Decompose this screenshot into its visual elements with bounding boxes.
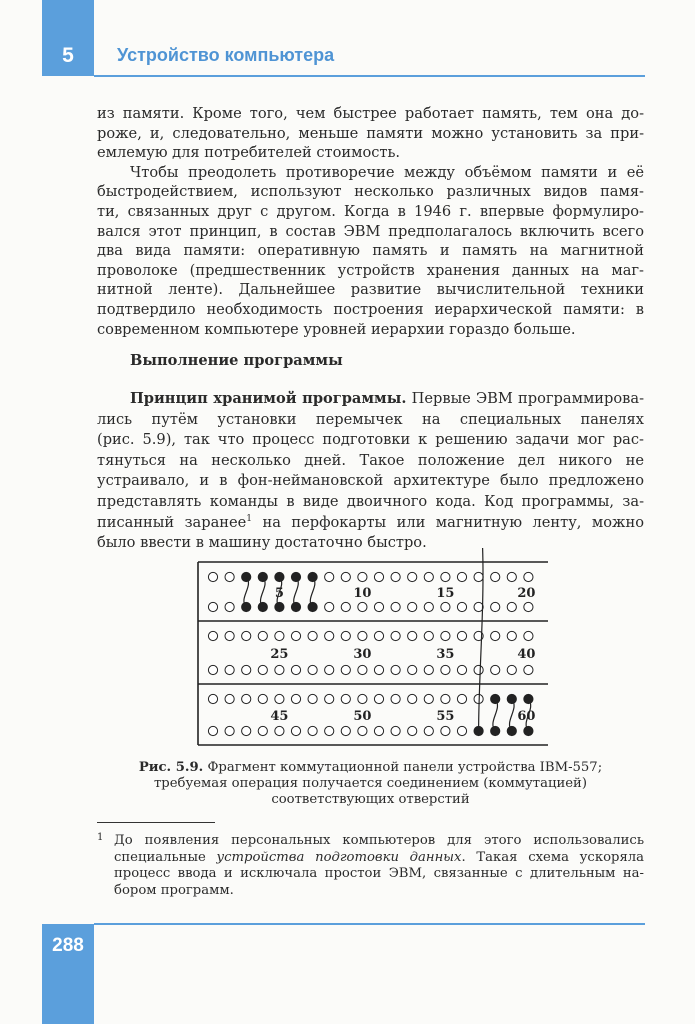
footnote-rule xyxy=(97,822,215,823)
column-label: 50 xyxy=(353,709,372,724)
hole xyxy=(208,631,217,640)
hole xyxy=(341,602,350,611)
hole xyxy=(391,694,400,703)
hole xyxy=(524,665,533,674)
page-number: 288 xyxy=(52,935,84,956)
hole xyxy=(325,572,334,581)
hole xyxy=(225,572,234,581)
hole xyxy=(208,665,217,674)
footnote-mark: 1 xyxy=(97,832,104,843)
column-label: 35 xyxy=(436,647,455,662)
paragraph-1 xyxy=(97,104,644,339)
hole xyxy=(408,602,417,611)
hole xyxy=(457,631,466,640)
hole xyxy=(291,726,300,735)
text-line: из памяти. Кроме того, чем быстрее работает память, тем она до- xyxy=(97,105,644,122)
text-line: подтвердило необходимость построения иерархической памяти: в xyxy=(97,300,644,318)
section-heading: Выполнение программы xyxy=(130,352,343,369)
hole xyxy=(258,665,267,674)
hole xyxy=(308,665,317,674)
column-label: 15 xyxy=(436,586,455,601)
hole xyxy=(441,572,450,581)
hole xyxy=(408,631,417,640)
column-label: 25 xyxy=(270,647,289,662)
hole xyxy=(507,665,516,674)
text-line: (рис. 5.9), так что процесс подготовки к решению задачи мог рас- xyxy=(97,431,644,449)
hole xyxy=(291,631,300,640)
text-line: бором программ. xyxy=(114,882,234,898)
caption-label: Рис. 5.9. xyxy=(138,760,204,775)
lead-term: Принцип хранимой программы. xyxy=(130,390,407,407)
hole xyxy=(242,694,251,703)
text-line: тянуться на несколько дней. Такое положение дел никого не xyxy=(97,451,644,469)
hole xyxy=(524,631,533,640)
hole xyxy=(424,602,433,611)
text-line: было ввести в машину достаточно быстро. xyxy=(97,534,427,552)
caption-line: требуемая операция получается соединением (коммутацией) xyxy=(154,776,587,791)
hole xyxy=(258,694,267,703)
caption-line xyxy=(97,760,644,776)
hole xyxy=(457,602,466,611)
hole xyxy=(341,694,350,703)
text-line xyxy=(97,513,644,534)
caption-line: соответствующих отверстий xyxy=(271,792,470,807)
hole xyxy=(358,602,367,611)
hole xyxy=(341,665,350,674)
hole xyxy=(391,726,400,735)
hole xyxy=(275,694,284,703)
hole xyxy=(308,631,317,640)
hole xyxy=(325,694,334,703)
text-span: писанный заранее xyxy=(97,513,247,531)
hole xyxy=(374,665,383,674)
hole xyxy=(424,572,433,581)
hole xyxy=(457,726,466,735)
hole xyxy=(275,631,284,640)
chapter-title: Устройство компьютера xyxy=(117,45,335,65)
column-label: 10 xyxy=(353,586,372,601)
text-line: современном компьютере уровней иерархии гораздо больше. xyxy=(97,320,576,338)
hole xyxy=(308,726,317,735)
hole xyxy=(474,665,483,674)
hole xyxy=(358,631,367,640)
hole xyxy=(491,665,500,674)
text-line: лись путём установки перемычек на специальных панелях xyxy=(97,410,644,428)
hole xyxy=(258,726,267,735)
figure-caption xyxy=(97,760,644,808)
hole xyxy=(374,572,383,581)
hole xyxy=(408,694,417,703)
hole xyxy=(341,572,350,581)
text-line: Чтобы преодолеть противоречие между объёмом памяти и её xyxy=(130,163,644,181)
text-span: Первые ЭВМ программирова- xyxy=(406,390,644,407)
hole xyxy=(225,665,234,674)
text-span: специальные xyxy=(114,849,217,865)
hole xyxy=(524,602,533,611)
hole xyxy=(258,572,267,581)
column-label: 55 xyxy=(436,709,455,724)
hole xyxy=(524,572,533,581)
hole xyxy=(491,631,500,640)
text-line xyxy=(97,850,644,867)
hole xyxy=(507,602,516,611)
hole xyxy=(374,726,383,735)
text-line: вался этот принцип, в состав ЭВМ предполагалось включить всего xyxy=(97,222,644,240)
hole xyxy=(308,694,317,703)
header-rule xyxy=(94,75,645,77)
hole xyxy=(491,602,500,611)
hole xyxy=(208,694,217,703)
hole xyxy=(374,602,383,611)
text-line: роже, и, следовательно, меньше памяти можно установить за при- xyxy=(97,124,644,142)
text-line: процесс ввода и исключала простои ЭВМ, связанные с длительным на- xyxy=(114,866,644,882)
hole xyxy=(408,572,417,581)
text-line: устраивало, и в фон-неймановской архитектуре было предложено xyxy=(97,472,644,490)
paragraph-3 xyxy=(97,389,644,554)
text-line: нитной ленте). Дальнейшее развитие вычислительной техники xyxy=(97,281,644,299)
hole xyxy=(325,631,334,640)
text-line: быстродействием, используют несколько различных видов памя- xyxy=(97,183,644,201)
hole xyxy=(341,631,350,640)
hole xyxy=(208,726,217,735)
text-line: проволоке (предшественник устройств хранения данных на маг- xyxy=(97,261,644,279)
hole xyxy=(225,631,234,640)
hole xyxy=(225,694,234,703)
footnote xyxy=(97,833,644,899)
text-span: Фрагмент коммутационной панели устройства IBM-557; xyxy=(203,760,603,775)
text-line: емлемую для потребителей стоимость. xyxy=(97,144,401,162)
hole xyxy=(358,694,367,703)
text-line: ти, связанных друг с другом. Когда в 1946 г. впервые формулиро- xyxy=(97,202,644,220)
hole xyxy=(275,726,284,735)
hole xyxy=(408,665,417,674)
hole xyxy=(441,631,450,640)
hole xyxy=(474,572,483,581)
hole xyxy=(358,726,367,735)
hole xyxy=(242,665,251,674)
hole xyxy=(441,602,450,611)
hole xyxy=(457,694,466,703)
column-label: 30 xyxy=(353,647,372,662)
column-label: 40 xyxy=(517,647,536,662)
hole xyxy=(424,726,433,735)
column-label: 60 xyxy=(517,709,536,724)
text-span: До появления персональных компьютеров для этого использовались xyxy=(114,833,644,848)
text-line: два вида памяти: оперативную память и память на магнитной xyxy=(97,242,644,260)
hole xyxy=(441,665,450,674)
hole xyxy=(441,694,450,703)
hole xyxy=(507,572,516,581)
hole xyxy=(391,602,400,611)
hole xyxy=(457,572,466,581)
hole xyxy=(358,572,367,581)
hole xyxy=(258,631,267,640)
hole xyxy=(242,602,251,611)
hole xyxy=(391,665,400,674)
hole xyxy=(457,665,466,674)
hole xyxy=(208,602,217,611)
patch-panel-figure xyxy=(190,548,560,753)
italic-term: устройства подготовки данных xyxy=(216,849,462,865)
text-span: . Такая схема ускоряла xyxy=(461,849,645,865)
footer-rule xyxy=(94,923,645,925)
column-label: 20 xyxy=(517,586,536,601)
hole xyxy=(524,726,533,735)
hole xyxy=(424,694,433,703)
hole xyxy=(424,631,433,640)
hole xyxy=(507,631,516,640)
hole xyxy=(291,694,300,703)
hole xyxy=(291,665,300,674)
hole xyxy=(374,631,383,640)
hole xyxy=(358,665,367,674)
hole xyxy=(491,572,500,581)
text-line: представлять команды в виде двоичного кода. Код программы, за- xyxy=(97,492,644,510)
hole xyxy=(208,572,217,581)
hole xyxy=(374,694,383,703)
hole xyxy=(325,665,334,674)
hole xyxy=(242,631,251,640)
text-line xyxy=(97,389,644,410)
hole xyxy=(424,665,433,674)
hole xyxy=(391,572,400,581)
column-label: 5 xyxy=(274,586,284,601)
column-label: 45 xyxy=(270,709,289,724)
chapter-number: 5 xyxy=(62,44,74,67)
hole xyxy=(325,726,334,735)
hole xyxy=(225,602,234,611)
hole xyxy=(275,665,284,674)
hole xyxy=(242,726,251,735)
hole xyxy=(341,726,350,735)
hole xyxy=(325,602,334,611)
hole xyxy=(408,726,417,735)
footnote-ref[interactable]: 1 xyxy=(246,513,253,524)
text-line xyxy=(97,833,644,850)
text-span: на перфокарты или магнитную ленту, можно xyxy=(252,513,644,531)
hole xyxy=(225,726,234,735)
hole xyxy=(441,726,450,735)
hole xyxy=(391,631,400,640)
hole xyxy=(275,572,284,581)
